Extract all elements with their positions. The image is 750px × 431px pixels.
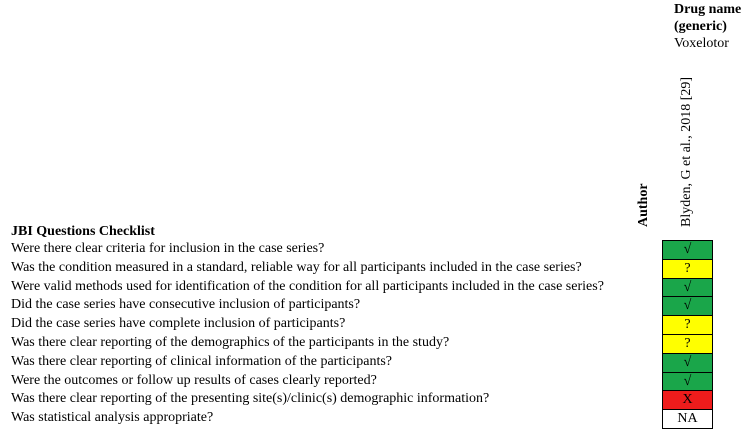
question-item: Were valid methods used for identification of the condition for all participants included in the case series? <box>11 278 604 294</box>
answer-cell: ? <box>663 316 713 335</box>
answer-cell: X <box>663 391 713 410</box>
question-item: Were there clear criteria for inclusion in the case series? <box>11 241 325 256</box>
drug-name: Voxelotor <box>674 36 729 51</box>
answer-cell: ? <box>663 335 713 354</box>
question-item: Did the case series have complete inclusion of participants? <box>11 316 346 332</box>
drug-name-header <box>674 1 741 52</box>
drug-label-line1: Drug name <box>674 2 742 17</box>
answer-cell: √ <box>663 241 713 260</box>
question-item: Was statistical analysis appropriate? <box>11 410 214 426</box>
question-item: Was there clear reporting of clinical information of the participants? <box>11 353 392 369</box>
question-item: Were the outcomes or follow up results of cases clearly reported? <box>11 372 377 388</box>
author-label: Author <box>636 183 651 227</box>
answer-cell: √ <box>663 373 713 392</box>
answer-column <box>662 240 713 429</box>
answer-cell: NA <box>663 410 713 429</box>
question-item: Was there clear reporting of the demographics of the participants in the study? <box>11 334 450 350</box>
answer-cell: ? <box>663 260 713 279</box>
answer-cell: √ <box>663 354 713 373</box>
study-citation: Blyden, G et al., 2018 [29] <box>679 76 694 227</box>
question-item: Did the case series have consecutive inclusion of participants? <box>11 297 361 313</box>
answer-cell: √ <box>663 279 713 298</box>
question-item: Was the condition measured in a standard, reliable way for all participants included in the case series? <box>11 259 582 275</box>
question-item: Was there clear reporting of the presenting site(s)/clinic(s) demographic information? <box>11 391 490 407</box>
answer-cell: √ <box>663 297 713 316</box>
drug-label-line2: (generic) <box>674 19 727 34</box>
question-list <box>11 240 604 428</box>
checklist-title: JBI Questions Checklist <box>11 224 155 239</box>
